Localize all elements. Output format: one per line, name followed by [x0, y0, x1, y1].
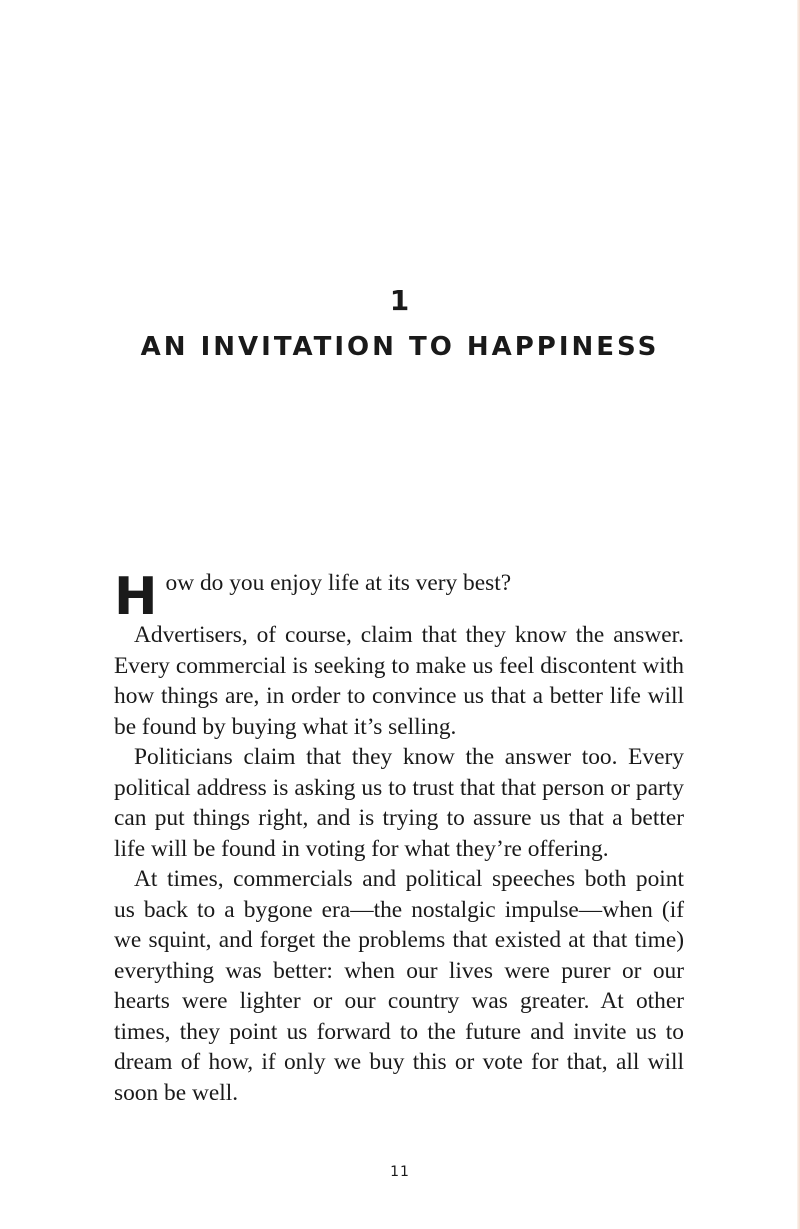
drop-cap: H	[114, 567, 158, 627]
paragraph-politicians: Politicians claim that they know the answer too. Every political address is asking us to trust that that person or party can put things right, and is trying to assure us that a better life will be found in voting for what they’re offering.	[114, 744, 684, 862]
opening-paragraph	[114, 568, 684, 742]
chapter-body	[114, 568, 684, 1108]
opening-line: ow do you enjoy life at its very best?	[165, 570, 512, 596]
chapter-number: 1	[389, 284, 411, 317]
chapter-title: AN INVITATION TO HAPPINESS	[140, 332, 660, 362]
paragraph-at-times: At times, commercials and political speeches both point us back to a bygone era—the nostalgic impulse—when (if we squint, and forget the problems that existed at that time) everything was better: when our lives were purer or our hearts were lighter or our country was greater. At other times, they point us forward to the future and invite us to dream of how, if only we buy this or vote for that, all will soon be well.	[114, 866, 684, 1106]
paragraph-advertisers: Advertisers, of course, claim that they know the answer. Every commercial is seeking to make us feel discontent with how things are, in order to convince us that a better life will be found by buying what it’s selling.	[114, 622, 684, 740]
page-number: 11	[390, 1164, 410, 1180]
